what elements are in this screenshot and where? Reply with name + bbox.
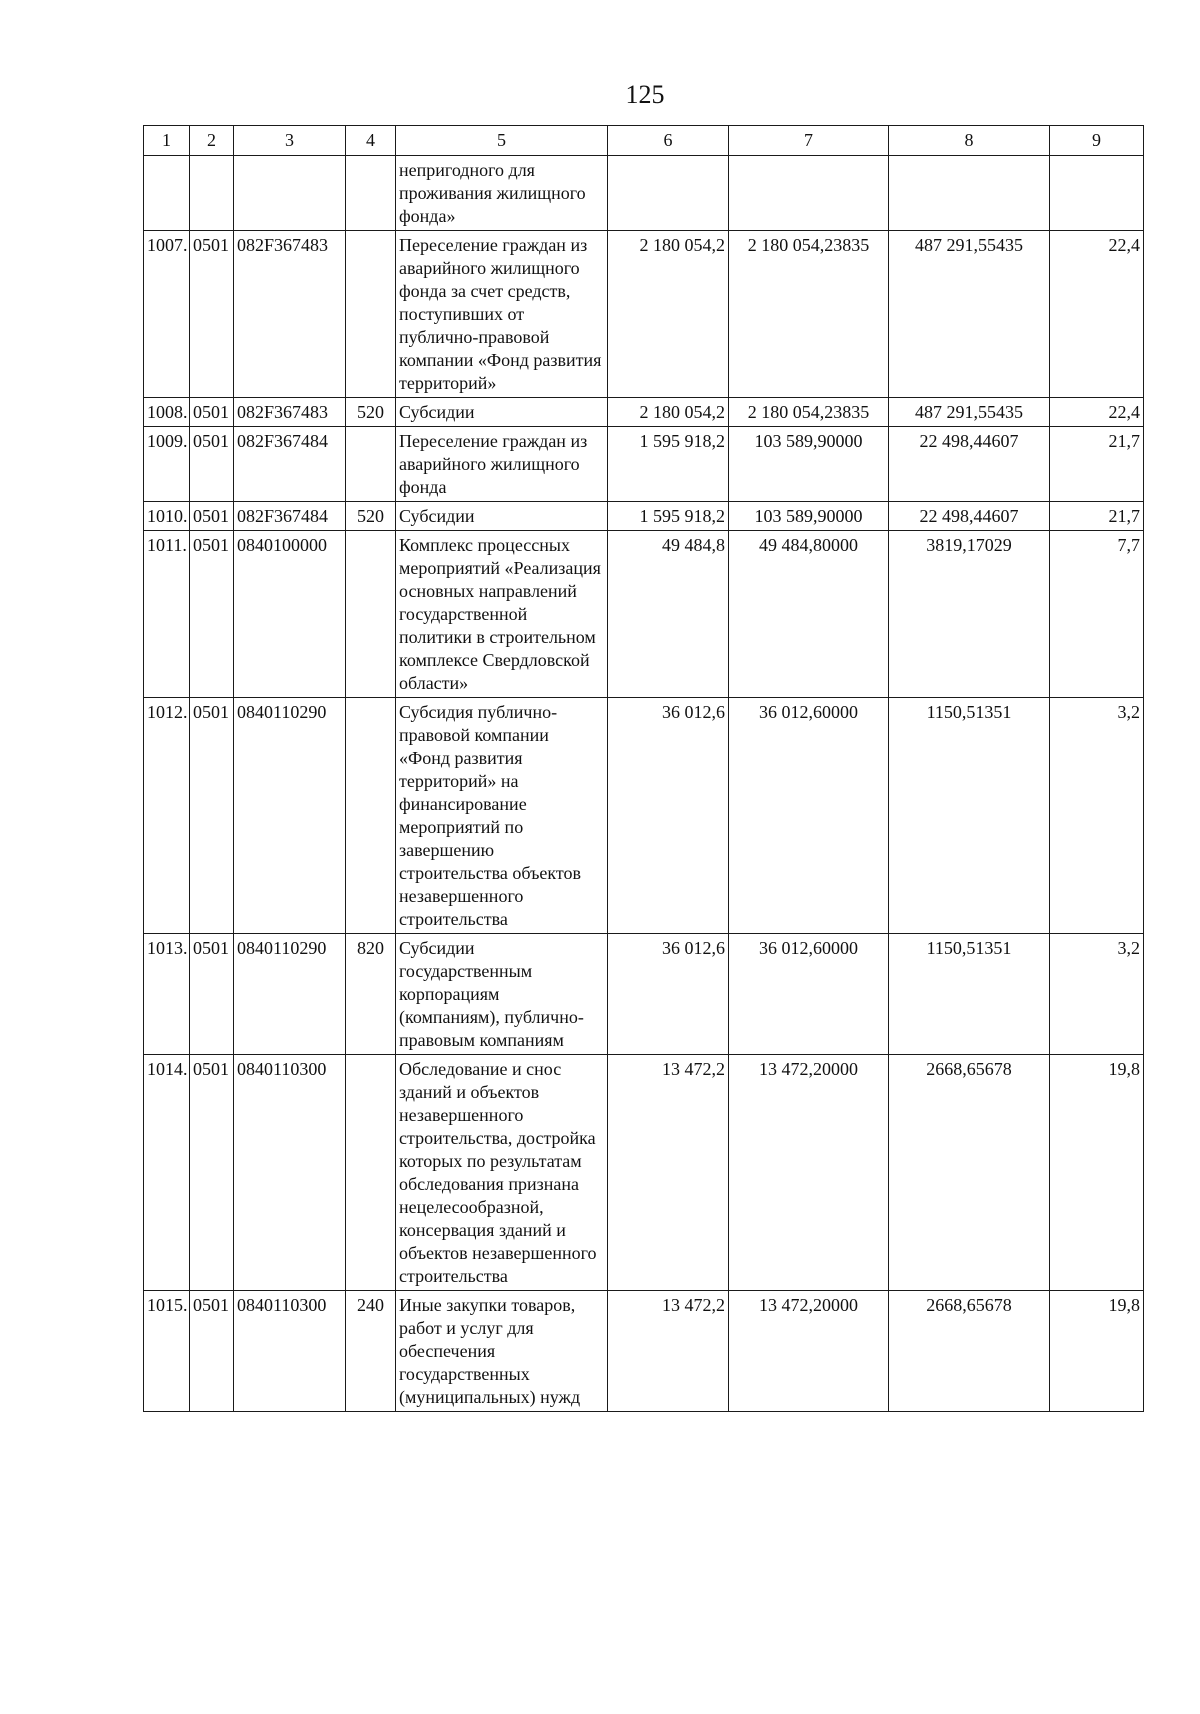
amount-col7: 2 180 054,23835	[729, 231, 889, 398]
expense-type	[346, 1055, 396, 1291]
row-number: 1011.	[144, 531, 190, 698]
row-number: 1008.	[144, 398, 190, 427]
amount-col8: 22 498,44607	[889, 427, 1050, 502]
amount-col6: 49 484,8	[608, 531, 729, 698]
expense-type: 520	[346, 502, 396, 531]
percent-col9: 3,2	[1050, 934, 1144, 1055]
amount-col6: 2 180 054,2	[608, 398, 729, 427]
target-code: 082F367483	[234, 398, 346, 427]
expense-type	[346, 698, 396, 934]
item-name: Комплекс процессных мероприятий «Реализация основных направлений государственной политики в строительном комплексе Свердловской области»	[396, 531, 608, 698]
amount-col8: 2668,65678	[889, 1291, 1050, 1412]
section-code: 0501	[190, 398, 234, 427]
amount-col8: 487 291,55435	[889, 398, 1050, 427]
percent-col9: 3,2	[1050, 698, 1144, 934]
amount-col6: 1 595 918,2	[608, 427, 729, 502]
expense-type	[346, 231, 396, 398]
table-body	[144, 156, 1144, 1412]
amount-col6: 13 472,2	[608, 1291, 729, 1412]
table-row	[144, 231, 1144, 398]
item-name: Субсидии	[396, 502, 608, 531]
row-number: 1007.	[144, 231, 190, 398]
target-code: 0840110300	[234, 1055, 346, 1291]
header-cell: 2	[190, 126, 234, 156]
amount-col6: 36 012,6	[608, 698, 729, 934]
amount-col7: 36 012,60000	[729, 698, 889, 934]
table-header	[144, 126, 1144, 156]
amount-col7: 103 589,90000	[729, 427, 889, 502]
row-number: 1010.	[144, 502, 190, 531]
item-name: Субсидии	[396, 398, 608, 427]
row-number: 1009.	[144, 427, 190, 502]
percent-col9: 19,8	[1050, 1055, 1144, 1291]
table-row	[144, 156, 1144, 231]
header-cell: 7	[729, 126, 889, 156]
section-code: 0501	[190, 934, 234, 1055]
page-number	[0, 80, 1200, 110]
row-number: 1014.	[144, 1055, 190, 1291]
table-row	[144, 698, 1144, 934]
section-code: 0501	[190, 502, 234, 531]
percent-col9: 21,7	[1050, 502, 1144, 531]
row-number: 1013.	[144, 934, 190, 1055]
expense-type: 240	[346, 1291, 396, 1412]
header-cell: 8	[889, 126, 1050, 156]
header-cell: 6	[608, 126, 729, 156]
percent-col9: 7,7	[1050, 531, 1144, 698]
section-code: 0501	[190, 531, 234, 698]
budget-table	[143, 125, 1144, 1412]
amount-col7: 13 472,20000	[729, 1291, 889, 1412]
section-code: 0501	[190, 427, 234, 502]
amount-col6: 1 595 918,2	[608, 502, 729, 531]
target-code: 082F367483	[234, 231, 346, 398]
section-code: 0501	[190, 698, 234, 934]
amount-col8: 487 291,55435	[889, 231, 1050, 398]
section-code: 0501	[190, 1291, 234, 1412]
amount-col7	[729, 156, 889, 231]
expense-type: 520	[346, 398, 396, 427]
target-code: 082F367484	[234, 427, 346, 502]
item-name: Иные закупки товаров, работ и услуг для обеспечения государственных (муниципальных) нужд	[396, 1291, 608, 1412]
percent-col9: 22,4	[1050, 231, 1144, 398]
header-cell: 4	[346, 126, 396, 156]
expense-type	[346, 531, 396, 698]
table-row	[144, 502, 1144, 531]
expense-type	[346, 156, 396, 231]
item-name: Субсидия публично-правовой компании «Фонд развития территорий» на финансирование мероприятий по завершению строительства объектов незавершенного строительства	[396, 698, 608, 934]
percent-col9: 19,8	[1050, 1291, 1144, 1412]
item-name: непригодного для проживания жилищного фонда»	[396, 156, 608, 231]
amount-col7: 2 180 054,23835	[729, 398, 889, 427]
percent-col9	[1050, 156, 1144, 231]
percent-col9: 22,4	[1050, 398, 1144, 427]
amount-col8: 2668,65678	[889, 1055, 1050, 1291]
amount-col6: 36 012,6	[608, 934, 729, 1055]
table-row	[144, 1055, 1144, 1291]
amount-col8	[889, 156, 1050, 231]
expense-type	[346, 427, 396, 502]
section-code: 0501	[190, 231, 234, 398]
amount-col7: 49 484,80000	[729, 531, 889, 698]
amount-col6: 13 472,2	[608, 1055, 729, 1291]
target-code: 0840110300	[234, 1291, 346, 1412]
header-row	[144, 126, 1144, 156]
row-number: 1015.	[144, 1291, 190, 1412]
amount-col8: 22 498,44607	[889, 502, 1050, 531]
header-cell: 1	[144, 126, 190, 156]
amount-col8: 3819,17029	[889, 531, 1050, 698]
amount-col7: 13 472,20000	[729, 1055, 889, 1291]
item-name: Переселение граждан из аварийного жилищного фонда	[396, 427, 608, 502]
amount-col7: 103 589,90000	[729, 502, 889, 531]
amount-col8: 1150,51351	[889, 698, 1050, 934]
table-row	[144, 934, 1144, 1055]
amount-col6	[608, 156, 729, 231]
table-row	[144, 531, 1144, 698]
amount-col8: 1150,51351	[889, 934, 1050, 1055]
header-cell: 5	[396, 126, 608, 156]
page-number-text: 125	[625, 80, 665, 109]
section-code	[190, 156, 234, 231]
row-number	[144, 156, 190, 231]
percent-col9: 21,7	[1050, 427, 1144, 502]
amount-col6: 2 180 054,2	[608, 231, 729, 398]
item-name: Переселение граждан из аварийного жилищного фонда за счет средств, поступивших от публично-правовой компании «Фонд развития территорий»	[396, 231, 608, 398]
target-code: 082F367484	[234, 502, 346, 531]
amount-col7: 36 012,60000	[729, 934, 889, 1055]
target-code: 0840100000	[234, 531, 346, 698]
row-number: 1012.	[144, 698, 190, 934]
table-row	[144, 1291, 1144, 1412]
header-cell: 9	[1050, 126, 1144, 156]
target-code: 0840110290	[234, 934, 346, 1055]
expense-type: 820	[346, 934, 396, 1055]
target-code	[234, 156, 346, 231]
header-cell: 3	[234, 126, 346, 156]
table-row	[144, 427, 1144, 502]
section-code: 0501	[190, 1055, 234, 1291]
item-name: Субсидии государственным корпорациям (компаниям), публично-правовым компаниям	[396, 934, 608, 1055]
target-code: 0840110290	[234, 698, 346, 934]
item-name: Обследование и снос зданий и объектов незавершенного строительства, достройка которых по результатам обследования признана нецелесообразной, консервация зданий и объектов незавершенного строительства	[396, 1055, 608, 1291]
table-row	[144, 398, 1144, 427]
